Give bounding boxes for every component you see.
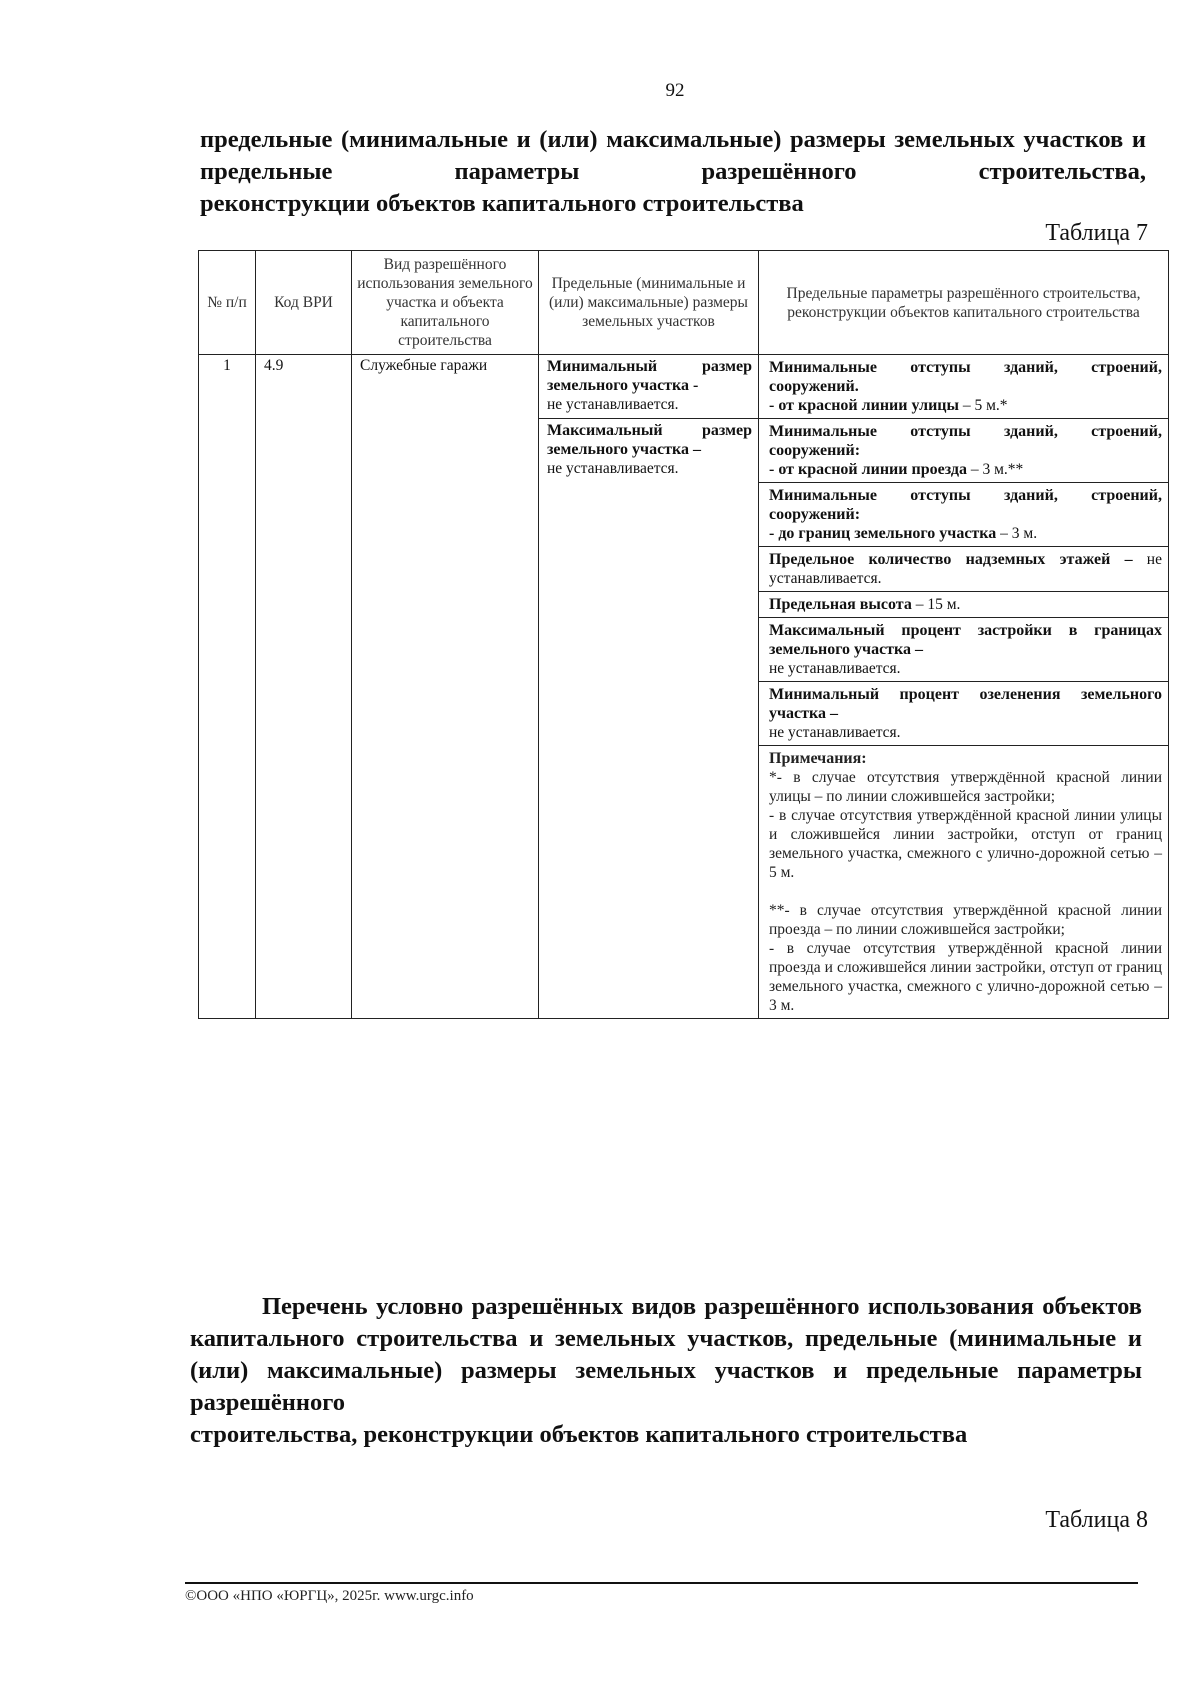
- size-max: [539, 418, 758, 482]
- param-building-percent: [759, 618, 1168, 682]
- section-heading-top-last: реконструкции объектов капитального строительства: [200, 190, 804, 217]
- section-heading-bottom-last: строительства, реконструкции объектов капитального строительства: [190, 1421, 968, 1448]
- param-setback-passage-line: - от красной линии проезда: [769, 461, 967, 478]
- header-params: Предельные параметры разрешённого строительства, реконструкции объектов капитального строительства: [759, 251, 1169, 355]
- size-max-value: не устанавливается.: [547, 460, 679, 477]
- note-4: - в случае отсутствия утверждённой красной линии проезда и сложившейся линии застройки, отступ от границ земельного участка, смежного с улично-дорожной сетью – 3 м.: [769, 940, 1162, 1014]
- header-num: № п/п: [199, 251, 256, 355]
- table-7: [198, 250, 1169, 1019]
- param-greening-percent: [759, 682, 1168, 746]
- size-min-value: не устанавливается.: [547, 396, 679, 413]
- note-2: - в случае отсутствия утверждённой красной линии улицы и сложившейся линии застройки, отступ от границ земельного участка, смежного с улично-дорожной сетью – 5 м.: [769, 807, 1162, 881]
- param-setback-boundary-line: - до границ земельного участка: [769, 525, 997, 542]
- param-greening-percent-label: Минимальный процент озеленения земельного участка –: [769, 686, 1162, 722]
- header-size: Предельные (минимальные и (или) максимальные) размеры земельных участков: [539, 251, 759, 355]
- param-setback-boundary-value: – 3 м.: [996, 525, 1038, 542]
- param-setback-street-value: – 5 м.*: [959, 397, 1008, 414]
- section-heading-top-text: предельные (минимальные и (или) максимальные) размеры земельных участков и предельные параметры разрешённого строительства,: [200, 126, 1146, 185]
- param-setback-boundary-label: Минимальные отступы зданий, строений, сооружений:: [769, 487, 1162, 523]
- table-row: [199, 355, 1169, 1019]
- table-7-caption: Таблица 7: [1045, 220, 1148, 246]
- note-3: **- в случае отсутствия утверждённой красной линии проезда – по линии сложившейся застройки;: [769, 902, 1162, 938]
- param-setback-passage-value: – 3 м.**: [966, 461, 1024, 478]
- param-floors: [759, 547, 1168, 592]
- header-code: Код ВРИ: [256, 251, 352, 355]
- row-vid: Служебные гаражи: [352, 355, 539, 1019]
- page-number: 92: [665, 80, 685, 101]
- notes-title: Примечания:: [769, 750, 867, 767]
- param-height-label: Предельная высота: [769, 596, 912, 613]
- table-8-caption: Таблица 8: [1045, 1507, 1148, 1533]
- header-vid: Вид разрешённого использования земельного участка и объекта капитального строительства: [352, 251, 539, 355]
- note-1: *- в случае отсутствия утверждённой красной линии улицы – по линии сложившейся застройки;: [769, 769, 1162, 805]
- param-setback-street-line: - от красной линии улицы: [769, 397, 959, 414]
- footer-copyright: ©ООО «НПО «ЮРГЦ», 2025г. www.urgc.info: [185, 1588, 474, 1604]
- section-heading-top: [200, 124, 1146, 220]
- param-floors-value: не устанавливается.: [769, 551, 1162, 587]
- section-heading-bottom: [190, 1291, 1142, 1451]
- param-setback-passage: [759, 419, 1168, 483]
- param-setback-passage-label: Минимальные отступы зданий, строений, сооружений:: [769, 423, 1162, 459]
- table-header-row: [199, 251, 1169, 355]
- row-code: 4.9: [256, 355, 352, 1019]
- param-greening-percent-value: не устанавливается.: [769, 724, 901, 741]
- param-building-percent-label: Максимальный процент застройки в границах земельного участка –: [769, 622, 1162, 658]
- param-height-value: – 15 м.: [911, 596, 961, 613]
- row-params-cell: [759, 355, 1169, 1019]
- param-floors-label: Предельное количество надземных этажей –: [769, 551, 1133, 568]
- param-setback-street-label: Минимальные отступы зданий, строений, сооружений.: [769, 359, 1162, 395]
- footer-divider: [185, 1582, 1138, 1584]
- size-min-label: Минимальный размер земельного участка -: [547, 358, 752, 394]
- param-setback-boundary: [759, 483, 1168, 547]
- param-building-percent-value: не устанавливается.: [769, 660, 901, 677]
- section-heading-bottom-text: Перечень условно разрешённых видов разрешённого использования объектов капитального строительства и земельных участков, предельные (минимальные и (или) максимальные) размеры земельных участков и предельные параметры разрешённого: [190, 1293, 1142, 1416]
- param-setback-street: [759, 355, 1168, 419]
- size-max-label: Максимальный размер земельного участка –: [547, 422, 752, 458]
- row-size-cell: [539, 355, 759, 1019]
- row-num: 1: [199, 355, 256, 1019]
- param-height: [759, 592, 1168, 618]
- notes-block: [759, 746, 1168, 1018]
- size-min: [539, 355, 758, 418]
